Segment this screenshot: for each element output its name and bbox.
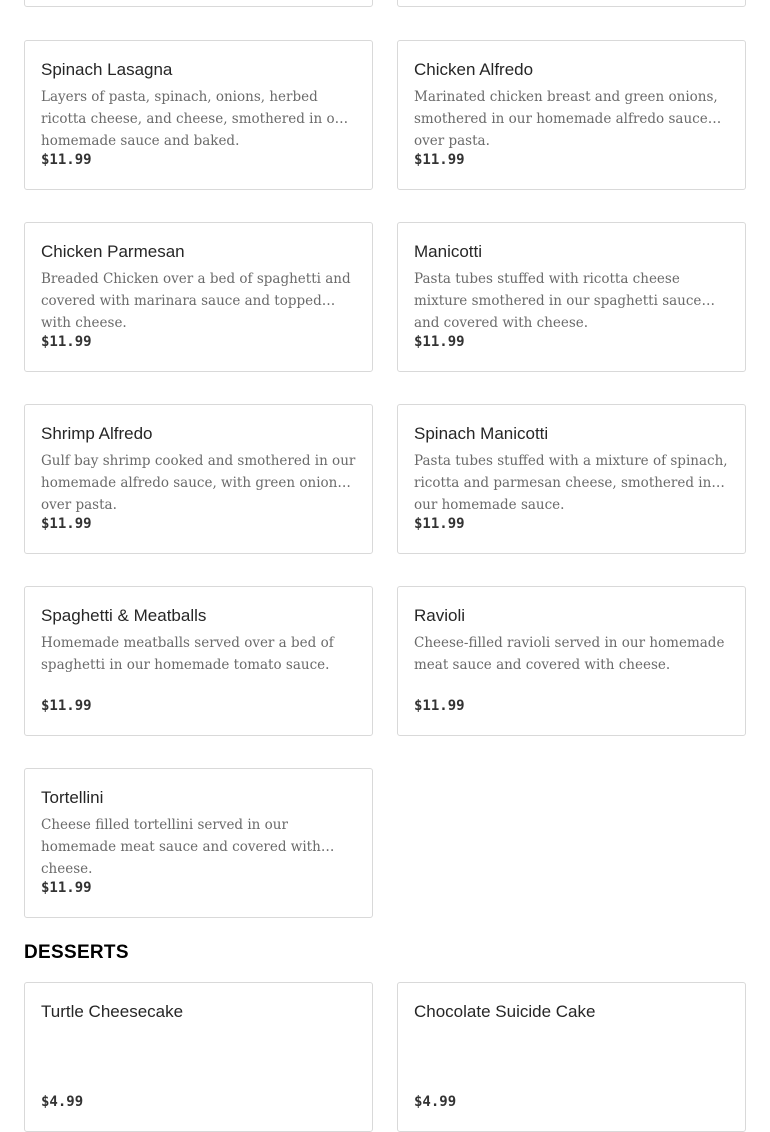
menu-item-card[interactable] — [24, 768, 373, 918]
menu-item-price: $11.99 — [41, 152, 92, 168]
menu-item-name: Chocolate Suicide Cake — [414, 1002, 596, 1021]
menu-item-description: Marinated chicken breast and green onions, smothered in our homemade alfredo sauce over pasta. — [414, 89, 718, 149]
menu-item-card[interactable] — [397, 222, 746, 372]
menu-item-card[interactable] — [397, 0, 746, 7]
menu-item-name: Spinach Manicotti — [414, 424, 549, 443]
menu-item-card[interactable] — [397, 586, 746, 736]
menu-item-price: $11.99 — [414, 698, 465, 714]
menu-item-card[interactable] — [397, 40, 746, 190]
menu-item-card[interactable] — [24, 40, 373, 190]
menu-item-card[interactable] — [24, 982, 373, 1132]
menu-item-card[interactable] — [24, 0, 373, 7]
menu-item-card[interactable] — [397, 404, 746, 554]
menu-item-name: Ravioli — [414, 606, 466, 625]
menu-item-card[interactable] — [397, 982, 746, 1132]
menu-item-price: $11.99 — [41, 880, 92, 896]
menu-item-description: Pasta tubes stuffed with a mixture of spinach, ricotta and parmesan cheese, smothered in our homemade sauce. — [414, 453, 728, 513]
menu-item-price: $4.99 — [41, 1094, 84, 1110]
menu-item-name: Chicken Alfredo — [414, 60, 534, 79]
menu-item-price: $11.99 — [414, 516, 465, 532]
section-title-desserts: DESSERTS — [24, 942, 129, 963]
menu-item-price: $11.99 — [41, 698, 92, 714]
menu-item-card[interactable] — [24, 222, 373, 372]
menu-item-description: Layers of pasta, spinach, onions, herbed ricotta cheese, and cheese, smothered in our homemade sauce and baked. — [41, 89, 350, 149]
menu-item-price: $4.99 — [414, 1094, 457, 1110]
menu-item-name: Shrimp Alfredo — [41, 424, 153, 443]
menu-item-name: Turtle Cheesecake — [41, 1002, 184, 1021]
menu-item-name: Spaghetti & Meatballs — [41, 606, 207, 625]
menu-item-description: Homemade meatballs served over a bed of spaghetti in our homemade tomato sauce. — [41, 635, 334, 673]
menu-item-card[interactable] — [24, 586, 373, 736]
menu-item-name: Chicken Parmesan — [41, 242, 185, 261]
menu-item-price: $11.99 — [41, 516, 92, 532]
menu-item-name: Tortellini — [41, 788, 104, 807]
menu-item-price: $11.99 — [414, 152, 465, 168]
menu-item-description: Gulf bay shrimp cooked and smothered in our homemade alfredo sauce, with green onions, over pasta. — [41, 453, 356, 513]
menu-item-price: $11.99 — [41, 334, 92, 350]
menu-item-description: Cheese-filled ravioli served in our homemade meat sauce and covered with cheese. — [414, 635, 725, 673]
menu-item-price: $11.99 — [414, 334, 465, 350]
menu-item-description: Pasta tubes stuffed with ricotta cheese mixture smothered in our spaghetti sauce and covered with cheese. — [414, 271, 702, 331]
menu-item-description: Cheese filled tortellini served in our homemade meat sauce and covered with cheese. — [41, 817, 321, 877]
menu-item-name: Spinach Lasagna — [41, 60, 173, 79]
menu-item-card[interactable] — [24, 404, 373, 554]
menu-item-description: Breaded Chicken over a bed of spaghetti and covered with marinara sauce and topped with cheese. — [41, 271, 351, 331]
menu-item-name: Manicotti — [414, 242, 483, 261]
